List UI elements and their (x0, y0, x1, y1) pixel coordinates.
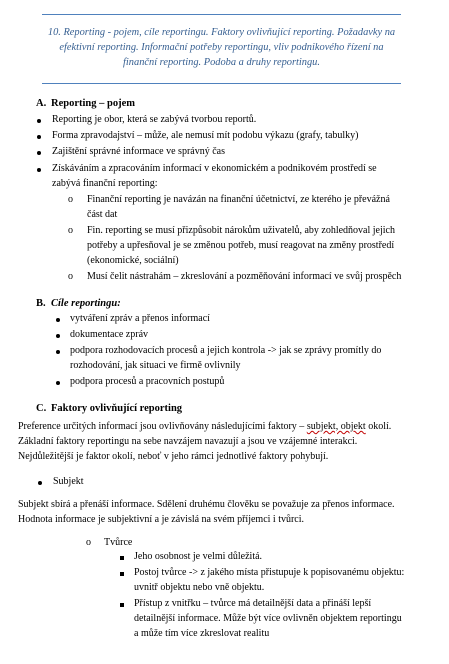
bullet-dot (56, 381, 60, 385)
header-title: 10. Reporting - pojem, cíle reportingu. Faktory ovlivňující reporting. Požadavky na efektivní reporting. Informační potřeby reportingu, vliv podnikového řízení na finanční reporting. Podoba a druhy reportingu. (47, 27, 396, 68)
section-a-heading (36, 97, 135, 111)
a-sub-1-line2: část dat (87, 209, 118, 220)
sub-marker: o (68, 225, 73, 236)
c-bullet-subjekt: Subjekt (53, 476, 84, 487)
c-paragraph-1-line3: Nejdůležitější je faktor okolí, neboť v jeho rámci jednotlivé faktory pohybují. (18, 451, 329, 462)
a-bullet-1: Reporting je obor, která se zabývá tvorbou reportů. (52, 114, 257, 125)
bullet-dot (38, 481, 42, 485)
a-bullet-2: Forma zpravodajství – může, ale nemusí mít podobu výkazu (grafy, tabulky) (52, 130, 359, 141)
sub-marker: o (68, 194, 73, 205)
c-q3-line1: Přístup z vnitřku – tvůrce má detailnější data a přináší lepší (134, 598, 372, 609)
bullet-dot (56, 350, 60, 354)
b-bullet-2: dokumentace zpráv (70, 329, 149, 340)
a-sub-3: Musí čelit nástrahám – zkreslování a pozměňování informací ve svůj prospěch (87, 271, 402, 282)
c-sub-tvurce: Tvůrce (104, 537, 133, 548)
bullet-dot (37, 119, 41, 123)
bullet-dot (37, 135, 41, 139)
b-bullet-1: vytváření zpráv a přenos informací (70, 313, 210, 324)
square-bullet (120, 556, 124, 560)
c-paragraph-2-line2: Hodnota informace je subjektivní a je závislá na svém příjemci i tvůrci. (18, 514, 305, 525)
sub-marker: o (68, 271, 73, 282)
section-c-heading (36, 402, 182, 416)
c-q1: Jeho osobnost je velmi důležitá. (134, 551, 263, 562)
bullet-dot (37, 151, 41, 155)
c-paragraph-1-line1 (18, 420, 391, 434)
c-q3-line3: a může tím více zkreslovat realitu (134, 628, 270, 639)
b-bullet-4: podpora procesů a pracovních postupů (70, 376, 225, 387)
bullet-dot (56, 318, 60, 322)
c-paragraph-2-line1: Subjekt sbírá a přenáší informace. Sdělení druhému člověku se považuje za přenos informace. (18, 499, 395, 510)
a-bullet-4-line1: Získáváním a zpracováním informací v ekonomickém a podnikovém prostředí se (52, 163, 377, 174)
c-q2-line2: uvnitř objektu nebo vně objektu. (134, 582, 265, 593)
b-bullet-3-line2: rozhodování, jak situaci ve firmě ovlivnily (70, 360, 241, 371)
a-bullet-3: Zajištění správné informace ve správný čas (52, 146, 225, 157)
section-b-heading (36, 297, 121, 311)
section-a-letter: A. (36, 98, 47, 109)
square-bullet (120, 572, 124, 576)
sub-marker: o (86, 537, 91, 548)
section-a-title: Reporting – pojem (51, 98, 135, 109)
bullet-dot (56, 334, 60, 338)
section-b-letter: B. (36, 298, 46, 309)
c-q3-line2: detailnější informace. Může být více ovlivněn objektem reportingu (134, 613, 402, 624)
c-p1-underlined: subjekt, objekt (306, 421, 366, 432)
b-bullet-3-line1: podpora rozhodovacích procesů a jejich kontrola -> jak se zprávy promítly do (70, 345, 382, 356)
bullet-dot (37, 168, 41, 172)
a-sub-2-line1: Fin. reporting se musí přizpůsobit nárokům uživatelů, aby zohledňoval jejich (87, 225, 395, 236)
a-sub-1-line1: Finanční reporting je navázán na finanční účetnictví, ze kterého je převážná (87, 194, 390, 205)
c-q2-line1: Postoj tvůrce -> z jakého místa přistupuje k popisovanému objektu: (134, 567, 405, 578)
section-c-letter: C. (36, 403, 47, 414)
a-bullet-4-line2: zabývá finanční reporting: (52, 178, 158, 189)
a-sub-2-line3: (ekonomické, sociální) (87, 255, 179, 266)
a-sub-2-line2: potřeby a upřesňoval je se změnou potřeb, musí reagovat na změny prostředí (87, 240, 395, 251)
section-b-title: Cíle reportingu: (51, 298, 121, 309)
section-c-title: Faktory ovlivňující reporting (51, 403, 183, 414)
header-box (42, 14, 401, 84)
c-p1-end: okolí. (368, 421, 392, 432)
c-p1-text: Preference určitých informací jsou ovlivňovány následujícími faktory – (18, 421, 305, 432)
square-bullet (120, 603, 124, 607)
c-paragraph-1-line2: Základní faktory reportingu na sebe navzájem navazují a jsou ve vzájemné interakci. (18, 436, 358, 447)
